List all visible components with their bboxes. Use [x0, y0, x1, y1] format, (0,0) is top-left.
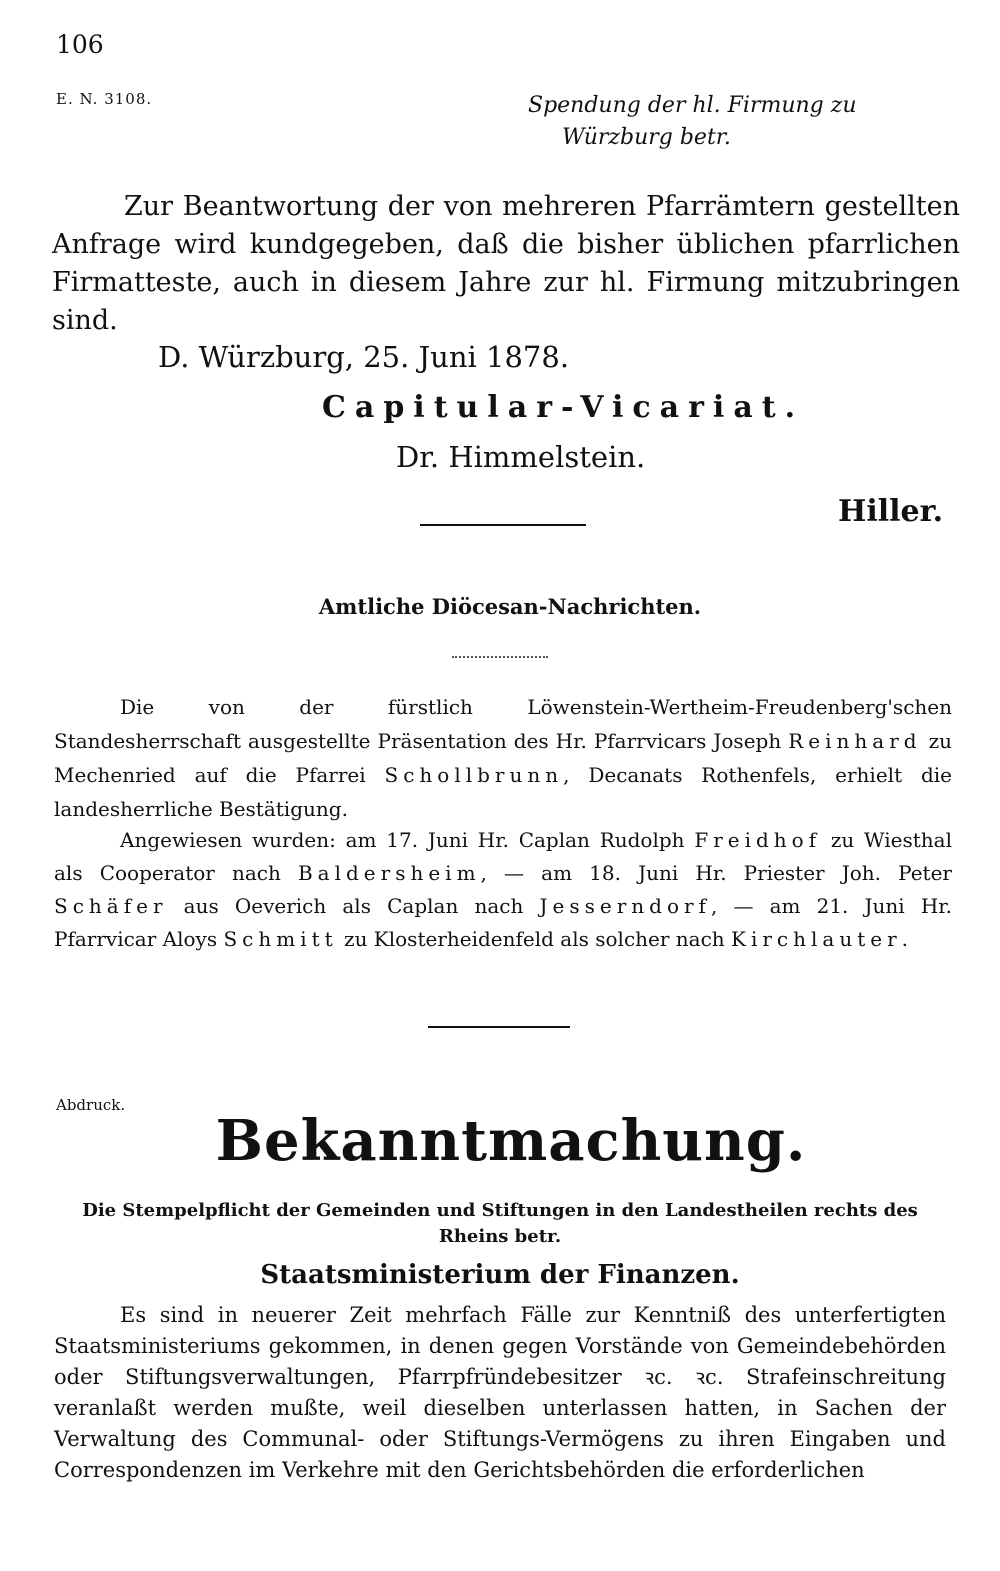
diocesan-paragraph-2: Angewiesen wurden: am 17. Juni Hr. Caplan Rudolph Freidhof zu Wiesthal als Cooperator nach Baldersheim, — am 18. Juni Hr. Priester Joh. Peter Schäfer aus Oeverich als Caplan nach Jesserndorf, — am 21. Juni Hr. Pfarrvicar Aloys Schmitt zu Klosterheidenfeld als solcher nach Kirchlauter.	[54, 828, 952, 951]
announcement-body: Es sind in neuerer Zeit mehrfach Fälle zur Kenntniß des unterfertigten Staatsministeriums gekommen, in denen gegen Vorstände von Gemeindebehörden oder Stiftungsverwaltungen, Pfarrpfründebesitzer ꝛc. ꝛc. Strafeinschreitung veranlaßt werden mußte, weil dieselben unterlassen hatten, in Sachen der Verwaltung des Communal- oder Stiftungs-Vermögens zu ihren Eingaben und Correspondenzen im Verkehre mit den Gerichtsbehörden die erforderlichen	[54, 1303, 946, 1482]
authority-signature: Capitular-Vicariat.	[322, 390, 805, 425]
secretary-name: Hiller.	[838, 494, 944, 529]
reprint-label: Abdruck.	[56, 1096, 126, 1114]
reference-number: E. N. 3108.	[56, 90, 153, 108]
section-divider-2	[428, 1026, 570, 1028]
diocesan-paragraph-1: Die von der fürstlich Löwenstein-Wertheim-Freudenberg'schen Standesherrschaft ausgestellte Präsentation des Hr. Pfarrvicars Joseph Reinhard zu Mechenried auf die Pfarrei Schollbrunn, Decanats Rothenfels, erhielt die landesherrliche Bestätigung.	[54, 695, 952, 821]
signatory-name: Dr. Himmelstein.	[396, 440, 646, 474]
subject-line	[528, 90, 928, 154]
announcement-title: Bekanntmachung.	[215, 1108, 807, 1174]
subject-line-2: Würzburg betr.	[562, 125, 731, 150]
subject-line-1: Spendung der hl. Firmung zu	[528, 93, 857, 118]
section-heading: Amtliche Diöcesan-Nachrichten.	[318, 594, 702, 619]
section-divider	[420, 524, 586, 526]
announcement-subtitle: Die Stempelpflicht der Gemeinden und Stiftungen in den Landestheilen rechts des Rheins betr.	[82, 1200, 918, 1247]
date-line: D. Würzburg, 25. Juni 1878.	[158, 340, 570, 374]
dotted-divider	[452, 656, 548, 658]
notice-body: Zur Beantwortung der von mehreren Pfarrämtern gestellten Anfrage wird kundgegeben, daß die bisher üblichen pfarrlichen Firmatteste, auch in diesem Jahre zur hl. Firmung mitzubringen sind.	[52, 191, 960, 336]
page-number: 106	[56, 30, 104, 59]
ministry-heading: Staatsministerium der Finanzen.	[260, 1260, 740, 1290]
